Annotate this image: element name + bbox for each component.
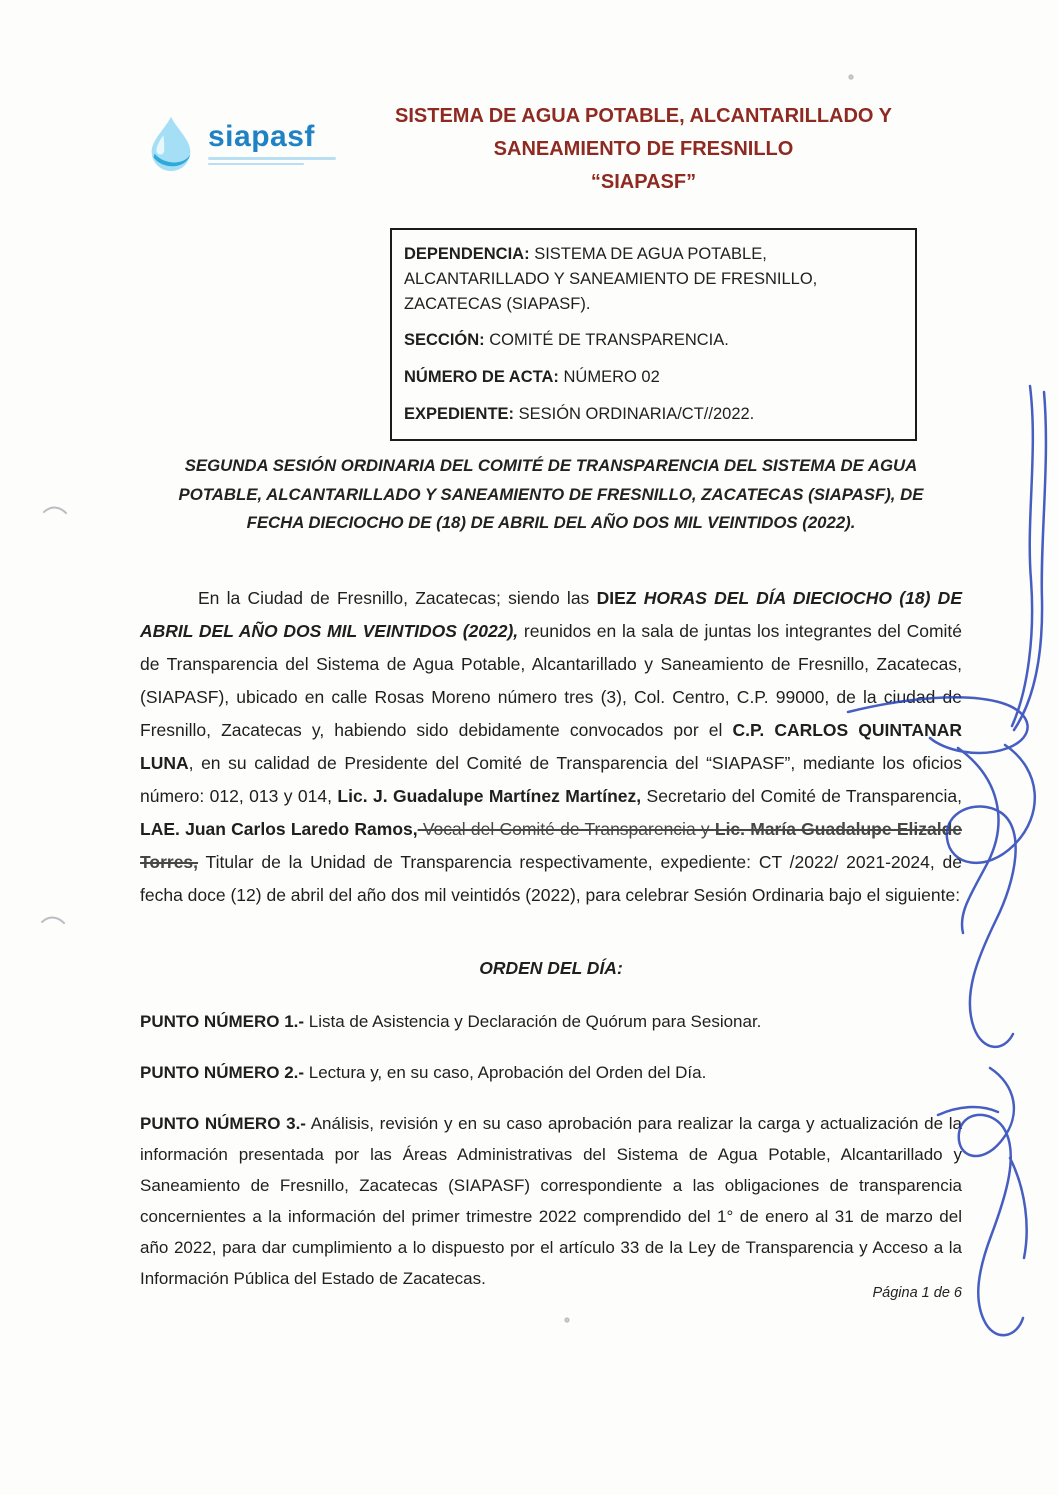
agenda-item-2-text: Lectura y, en su caso, Aprobación del Orden del Día.: [304, 1063, 707, 1082]
intro-seg-4: reunidos en la sala de juntas los integrantes del Comité de Transparencia del Sistema de Agua Potable, Alcantarillado y Saneamiento de Fresnillo, Zacatecas, (SIAPASF), ubicado en calle Rosas Moreno número tres (3), Col. Centro, C.P. 99000, de la ciudad de Fresnillo, Zacatecas y, habiendo sido debidamente convocados por el: [140, 621, 963, 740]
intro-seg-11-struck-name: Lic. María Guadalupe Elizalde Torres,: [140, 819, 962, 872]
logo-wordmark: siapasf: [208, 119, 315, 153]
info-row-expediente: [404, 402, 901, 427]
intro-seg-7-secretary-name: Lic. J. Guadalupe Martínez Martínez,: [337, 786, 642, 806]
seccion-label: SECCIÓN:: [404, 331, 485, 350]
water-drop-icon: [140, 112, 202, 174]
logo-tagline-line: [208, 157, 336, 160]
numero-acta-value: NÚMERO 02: [558, 368, 660, 386]
expediente-value: SESIÓN ORDINARIA/CT//2022.: [514, 404, 755, 423]
agenda-item-3-label: PUNTO NÚMERO 3.-: [140, 1114, 306, 1133]
title-line-3: “SIAPASF”: [590, 171, 697, 193]
seccion-value: COMITÉ DE TRANSPARENCIA.: [484, 331, 729, 350]
agenda-item-1-label: PUNTO NÚMERO 1.-: [140, 1012, 305, 1031]
agenda-item-1-text: Lista de Asistencia y Declaración de Quórum para Sesionar.: [304, 1012, 762, 1031]
logo-tagline-line: [208, 163, 304, 165]
intro-seg-1: En la Ciudad de Fresnillo, Zacatecas; siendo las: [198, 588, 597, 608]
intro-seg-8: Secretario del Comité de Transparencia,: [641, 786, 963, 806]
document-header: [140, 98, 962, 199]
document-title: [325, 98, 962, 199]
agenda-item-1: [140, 1006, 962, 1037]
intro-seg-12: Titular de la Unidad de Transparencia respectivamente, expediente: CT /2022/ 2021-2024, de fecha doce (12) de abril del año dos mil veintidós (2022), para celebrar Sesión Ordinaria bajo el siguiente:: [140, 852, 962, 905]
title-line-2: SANEAMIENTO DE FRESNILLO: [493, 138, 794, 160]
intro-seg-2-time: DIEZ: [596, 588, 644, 608]
intro-seg-9-vocal-name: LAE. Juan Carlos Laredo Ramos,: [140, 819, 418, 839]
session-heading: SEGUNDA SESIÓN ORDINARIA DEL COMITÉ DE TRANSPARENCIA DEL SISTEMA DE AGUA POTABLE, ALCANTARILLADO Y SANEAMIENTO DE FRESNILLO, ZACATECAS (SIAPASF), DE FECHA DIECIOCHO DE (18) DE ABRIL DEL AÑO DOS MIL VEINTIDOS (2022).: [178, 456, 924, 533]
numero-acta-label: NÚMERO DE ACTA:: [404, 368, 559, 386]
logo-text-block: [208, 119, 336, 165]
agenda-item-2-label: PUNTO NÚMERO 2.-: [140, 1063, 305, 1082]
intro-seg-3-date: HORAS DEL DÍA DIECIOCHO (18) DE ABRIL DEL AÑO DOS MIL VEINTIDOS (2022),: [140, 588, 962, 641]
agenda-items: [140, 1006, 962, 1314]
info-row-seccion: [404, 328, 901, 353]
agenda-item-2: [140, 1057, 962, 1088]
title-line-1: SISTEMA DE AGUA POTABLE, ALCANTARILLADO Y: [394, 105, 893, 127]
info-row-numero-acta: [404, 365, 901, 390]
siapasf-logo: [140, 112, 325, 174]
agenda-item-3: [140, 1108, 962, 1294]
dependencia-label: DEPENDENCIA:: [404, 245, 530, 263]
expediente-label: EXPEDIENTE:: [404, 404, 515, 423]
intro-seg-10-struck: Vocal del Comité de Transparencia y: [417, 819, 715, 839]
intro-seg-5-president-name: C.P. CARLOS QUINTANAR LUNA: [140, 720, 962, 773]
page-number: Página 1 de 6: [872, 1285, 962, 1301]
case-info-box: [390, 228, 917, 441]
agenda-item-3-text: Análisis, revisión y en su caso aprobación para realizar la carga y actualización de la información presentada por las Áreas Administrativas del Sistema de Agua Potable, Alcantarillado y Saneamiento de Fresnillo, Zacatecas (SIAPASF) correspondiente a las obligaciones de transparencia concernientes a la información del primer trimestre 2022 comprendido del 1° de enero al 31 de marzo del año 2022, para dar cumplimiento a lo dispuesto por el artículo 33 de la Ley de Transparencia y Acceso a la Información Pública del Estado de Zacatecas.: [140, 1114, 962, 1288]
intro-paragraph: [140, 582, 962, 912]
dependencia-value: SISTEMA DE AGUA POTABLE, ALCANTARILLADO Y SANEAMIENTO DE FRESNILLO, ZACATECAS (SIAPASF).: [404, 245, 818, 313]
info-row-dependencia: [404, 242, 901, 316]
orden-del-dia-heading: ORDEN DEL DÍA:: [479, 958, 623, 978]
intro-seg-6: , en su calidad de Presidente del Comité de Transparencia del “SIAPASF”, mediante los oficios número: 012, 013 y 014,: [140, 753, 962, 806]
